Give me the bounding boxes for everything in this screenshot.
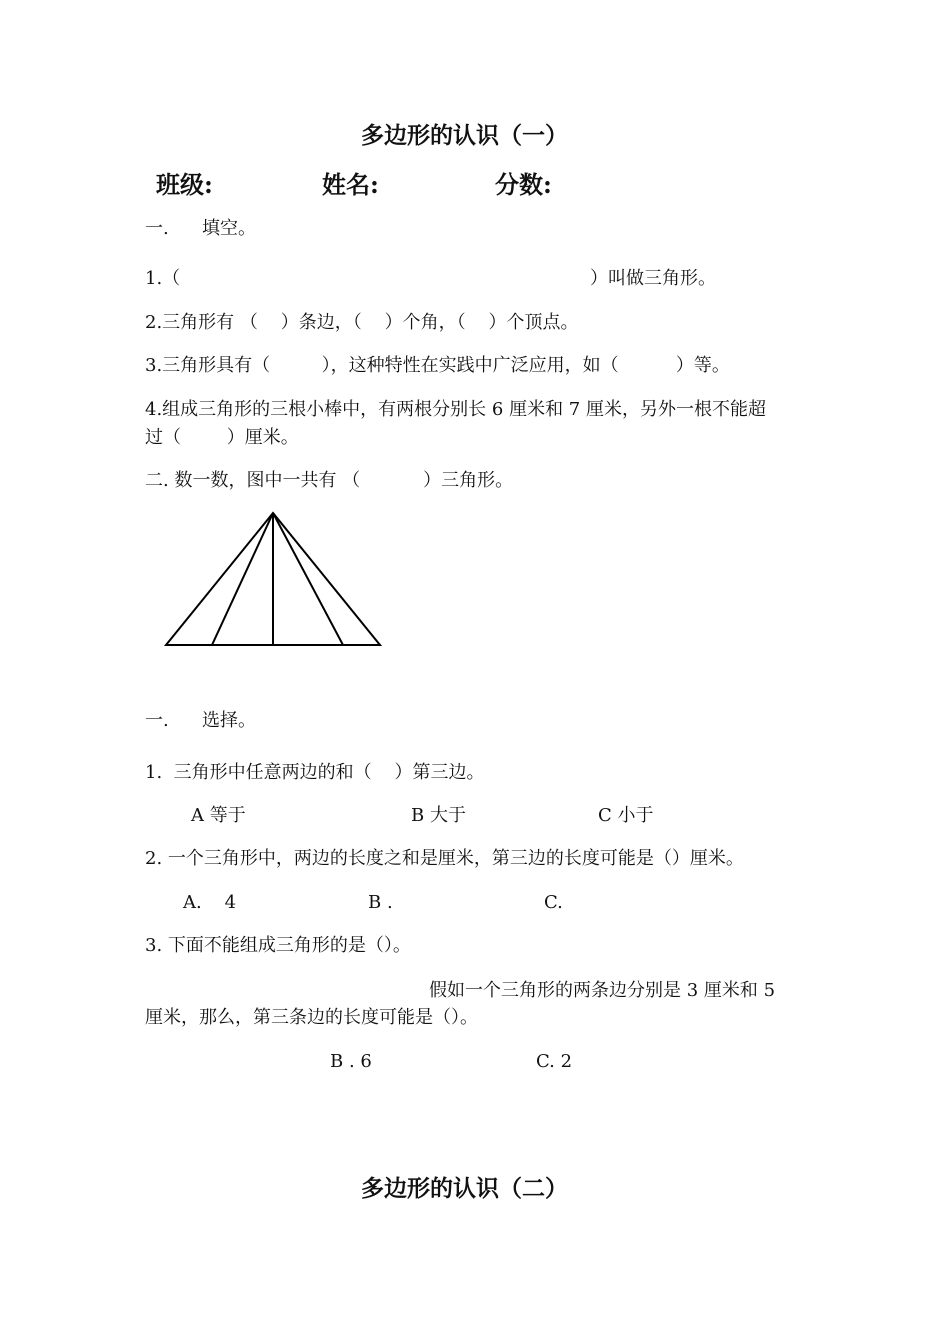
page-title: 多边形的认识（一） xyxy=(361,122,568,149)
name-label: 姓名: xyxy=(322,170,379,199)
fill-question-2: 2.三角形有 （ ）条边，（ ）个角，（ ）个顶点。 xyxy=(145,312,579,333)
inner-line-3 xyxy=(273,513,343,645)
choice-1-option-a: A 等于 xyxy=(191,805,246,826)
choice-question-3: 3. 下面不能组成三角形的是（）。 xyxy=(145,935,411,956)
choice-2-option-c: C. xyxy=(544,892,563,913)
fill-question-1-end: ）叫做三角形。 xyxy=(590,268,716,289)
second-page-title: 多边形的认识（二） xyxy=(361,1175,568,1202)
choice-4-option-b: B . 6 xyxy=(330,1051,372,1072)
fill-question-1-start: 1.（ xyxy=(145,268,181,289)
class-label: 班级: xyxy=(156,170,213,199)
choice-question-4-line1: 假如一个三角形的两条边分别是 3 厘米和 5 xyxy=(429,980,776,1001)
choice-1-option-c: C 小于 xyxy=(598,805,654,826)
score-label: 分数: xyxy=(495,170,552,199)
choice-2-option-b: B . xyxy=(368,892,393,913)
count-question: 二. 数一数，图中一共有 （ ）三角形。 xyxy=(145,470,514,491)
choice-2-option-a: A. 4 xyxy=(183,892,237,913)
fill-question-4-line2: 过（ ）厘米。 xyxy=(145,427,299,448)
triangle-figure xyxy=(160,508,390,653)
fill-question-3: 3.三角形具有（ ），这种特性在实践中广泛应用，如（ ）等。 xyxy=(145,355,730,376)
section1-heading: 填空。 xyxy=(202,218,256,239)
section3-heading-number: 一. xyxy=(145,710,169,731)
choice-4-option-c: C. 2 xyxy=(536,1051,573,1072)
section1-heading-number: 一. xyxy=(145,218,169,239)
section3-heading: 选择。 xyxy=(202,710,256,731)
choice-1-option-b: B 大于 xyxy=(411,805,466,826)
choice-question-2: 2. 一个三角形中，两边的长度之和是厘米，第三边的长度可能是（）厘米。 xyxy=(145,848,744,869)
choice-question-1: 1. 三角形中任意两边的和（ ）第三边。 xyxy=(145,762,485,783)
choice-question-4-line2: 厘米，那么，第三条边的长度可能是（）。 xyxy=(145,1007,478,1028)
fill-question-4-line1: 4.组成三角形的三根小棒中，有两根分别长 6 厘米和 7 厘米，另外一根不能超 xyxy=(145,399,766,420)
inner-line-1 xyxy=(212,513,273,645)
